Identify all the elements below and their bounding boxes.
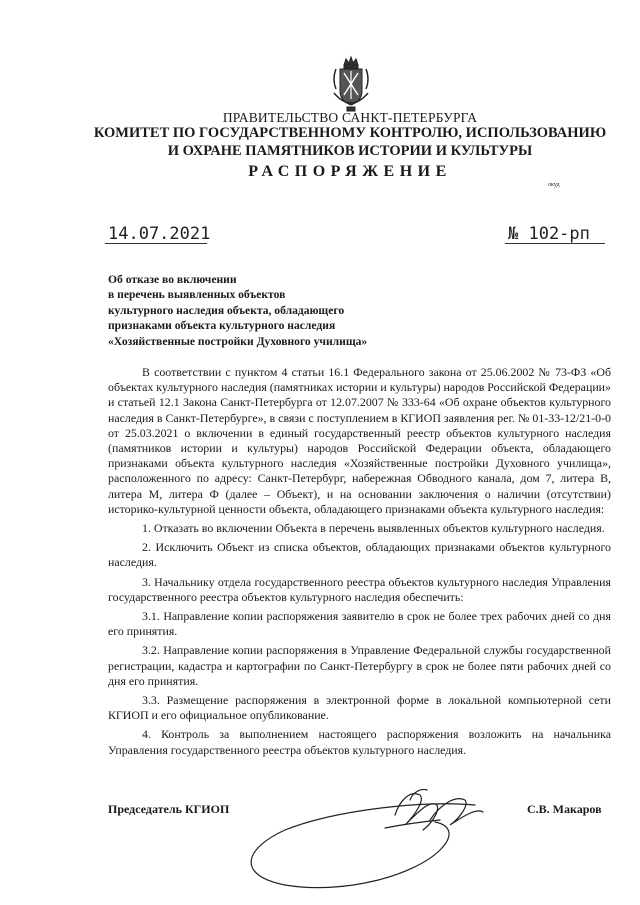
clause-3-2: 3.2. Направление копии распоряжения в Управление Федеральной службы государственной регистрации, кадастра и картографии по Санкт-Петербургу в срок не более пяти рабочих дней со дня его принятия. bbox=[108, 643, 611, 688]
document-number: № 102-рп bbox=[508, 224, 590, 244]
handwritten-signature bbox=[225, 770, 505, 895]
document-type: РАСПОРЯЖЕНИЕ bbox=[248, 163, 452, 180]
clause-3: 3. Начальнику отдела государственного реестра объектов культурного наследия Управления государственного реестра объектов культурного наследия обеспечить: bbox=[108, 574, 611, 604]
title-line: признаками объекта культурного наследия bbox=[108, 319, 336, 333]
date-underline bbox=[105, 243, 207, 244]
preamble-paragraph: В соответствии с пунктом 4 статьи 16.1 Федерального закона от 25.06.2002 № 73-ФЗ «Об объектах культурного наследия (памятниках истории и культуры) народов Российской Федерации» и статьей 12.1 Закона Санкт-Петербурга от 12.07.2007 № 333-64 «Об охране объектов культурного наследия в Санкт-Петербурге», в связи с поступлением в КГИОП заявления рег. № 01-33-12/21-0-0 от 25.03.2021 о включении в единый государственный реестр объектов культурного наследия (памятников истории и культуры) народов Российской Федерации объекта, обладающего признаками объекта культурного наследия «Хозяйственные постройки Духовного училища», расположенного по адресу: Санкт-Петербург, набережная Обводного канала, дом 7, литера В, литера М, литера Ф (далее – Объект), и на основании заключения о наличии (отсутствии) историко-культурной ценности объекта, обладающего признаками объекта культурного наследия: bbox=[108, 365, 611, 516]
coat-of-arms-icon bbox=[330, 55, 372, 113]
signatory-position: Председатель КГИОП bbox=[108, 802, 230, 816]
signatory-name: С.В. Макаров bbox=[527, 802, 602, 816]
document-date: 14.07.2021 bbox=[108, 224, 211, 244]
clause-3-3: 3.3. Размещение распоряжения в электронной форме в локальной компьютерной сети КГИОП и его официальное опубликование. bbox=[108, 693, 611, 723]
committee-name-line1: КОМИТЕТ ПО ГОСУДАРСТВЕННОМУ КОНТРОЛЮ, ИСПОЛЬЗОВАНИЮ bbox=[93, 125, 607, 141]
title-line: «Хозяйственные постройки Духовного училища» bbox=[108, 334, 368, 348]
title-line: культурного наследия объекта, обладающего bbox=[108, 303, 345, 317]
government-name: ПРАВИТЕЛЬСТВО САНКТ-ПЕТЕРБУРГА bbox=[222, 110, 478, 125]
okud-label: окуд bbox=[548, 182, 560, 188]
title-line: Об отказе во включении bbox=[108, 273, 237, 286]
clause-4: 4. Контроль за выполнением настоящего распоряжения возложить на начальника Управления государственного реестра объектов культурного наследия. bbox=[108, 727, 611, 757]
clause-2: 2. Исключить Объект из списка объектов, обладающих признаками объектов культурного наследия. bbox=[108, 540, 611, 570]
title-line: в перечень выявленных объектов bbox=[108, 288, 286, 302]
number-underline bbox=[505, 243, 605, 244]
committee-name-line2: И ОХРАНЕ ПАМЯТНИКОВ ИСТОРИИ И КУЛЬТУРЫ bbox=[167, 143, 533, 159]
document-title bbox=[108, 272, 367, 349]
clause-1: 1. Отказать во включении Объекта в перечень выявленных объектов культурного наследия. bbox=[142, 521, 605, 536]
clause-3-1: 3.1. Направление копии распоряжения заявителю в срок не более трех рабочих дней со дня его принятия. bbox=[108, 609, 611, 639]
document-body bbox=[108, 365, 611, 762]
